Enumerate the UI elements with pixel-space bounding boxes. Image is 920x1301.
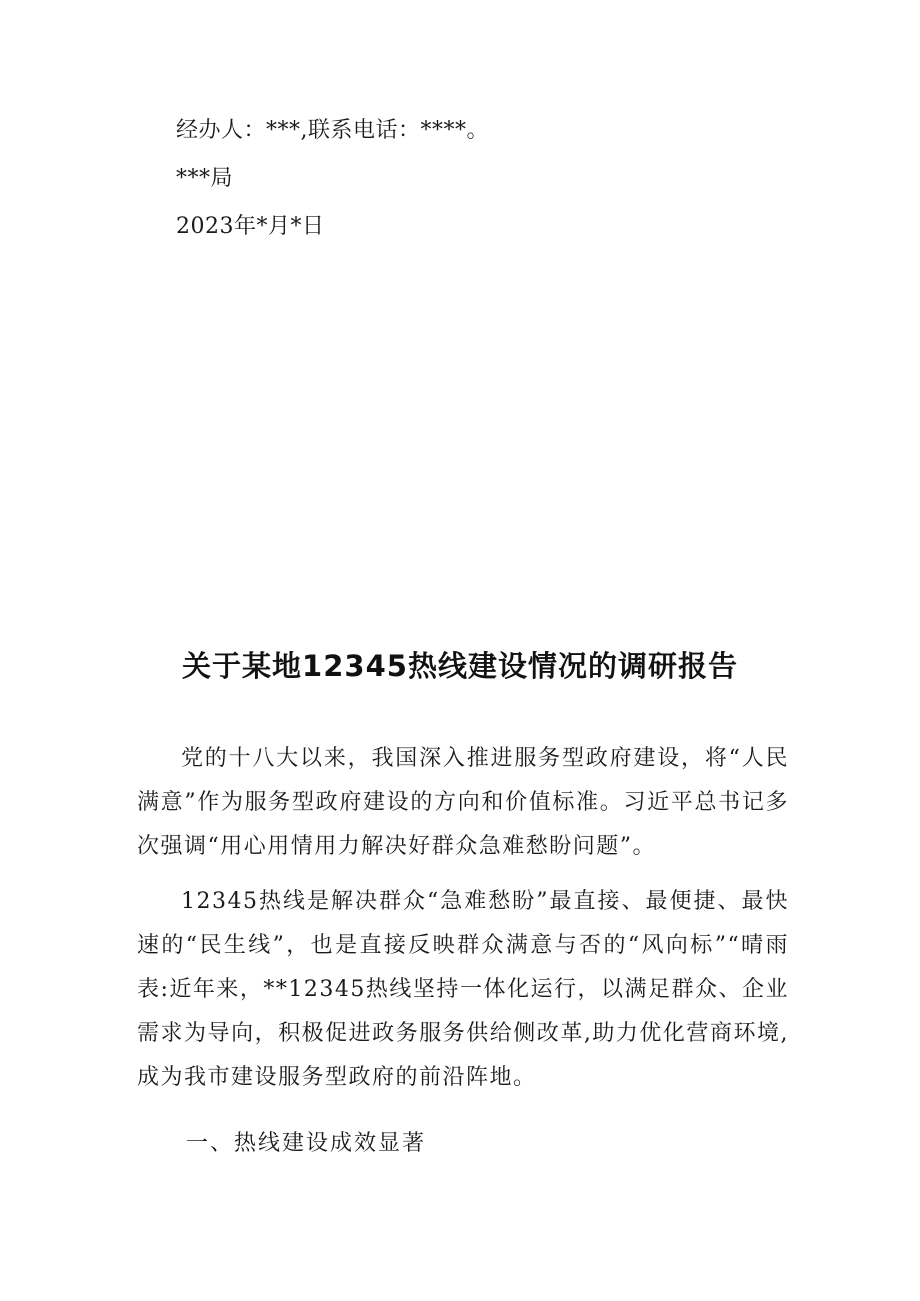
contact-line: 经办人：***,联系电话：****。 (176, 118, 489, 143)
issuing-bureau: ***局 (176, 166, 234, 191)
issue-date: 2023年*月*日 (176, 214, 325, 239)
body-paragraph-intro: 党的十八大以来，我国深入推进服务型政府建设，将“人民满意”作为服务型政府建设的方向和价值标准。习近平总书记多次强调“用心用情用力解决好群众急难愁盼问题”。 (137, 746, 789, 859)
report-title: 关于某地12345热线建设情况的调研报告 (182, 649, 738, 683)
section-heading: 一、热线建设成效显著 (186, 1131, 427, 1156)
body-paragraph-hotline: 12345热线是解决群众“急难愁盼”最直接、最便捷、最快速的“民生线”，也是直接反映群众满意与否的“风向标”“晴雨表:近年来，**12345热线坚持一体化运行，以满足群众、企业需求为导向，积极促进政务服务供给侧改革,助力优化营商环境,成为我市建设服务型政府的前沿阵地。 (137, 889, 789, 1090)
